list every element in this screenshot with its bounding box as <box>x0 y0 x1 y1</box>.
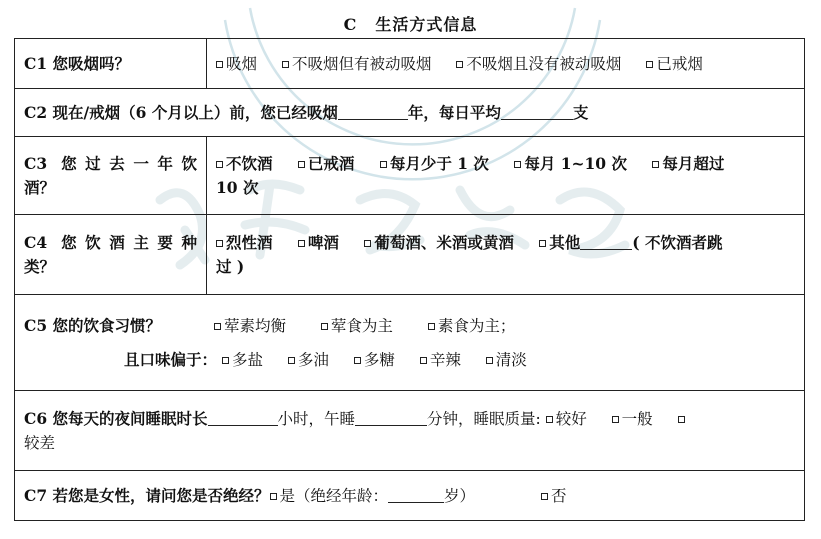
checkbox-icon[interactable] <box>456 61 463 68</box>
c1-option-smoke[interactable]: 吸烟 <box>216 55 257 73</box>
c1-option-quit[interactable]: 已戒烟 <box>646 55 703 73</box>
checkbox-icon[interactable] <box>514 161 521 168</box>
question-row-c1 <box>15 39 805 89</box>
checkbox-icon[interactable] <box>612 416 619 423</box>
c4-option-beer[interactable]: 啤酒 <box>298 233 339 252</box>
c2-years-blank[interactable] <box>338 103 408 120</box>
checkbox-icon[interactable] <box>216 240 223 247</box>
c5-taste-label: 且口味偏于： <box>124 349 218 369</box>
c2-per-day-blank[interactable] <box>501 103 573 120</box>
lifestyle-questionnaire-table <box>14 38 805 521</box>
checkbox-icon[interactable] <box>546 416 553 423</box>
checkbox-icon[interactable] <box>216 61 223 68</box>
c4-options: 烈性酒 啤酒 葡萄酒、米酒或黄酒 其他 ( 不饮酒者跳 过 ) <box>207 215 805 295</box>
question-row-c6 <box>15 391 805 471</box>
c3-option-less-than-1[interactable]: 每月少于 1 次 <box>380 154 489 173</box>
c5-option-balanced[interactable]: 荤素均衡 <box>214 317 286 335</box>
c1-option-no-smoke[interactable]: 不吸烟且没有被动吸烟 <box>456 55 621 73</box>
section-heading <box>0 12 821 35</box>
checkbox-icon[interactable] <box>288 357 295 364</box>
checkbox-icon[interactable] <box>298 161 305 168</box>
c3-option-over[interactable]: 每月超过 <box>652 154 724 173</box>
checkbox-icon[interactable] <box>486 357 493 364</box>
c6-option-poor-label: 较差 <box>24 433 56 452</box>
question-row-c4 <box>15 215 805 295</box>
c1-option-passive-smoke[interactable]: 不吸烟但有被动吸烟 <box>282 55 432 73</box>
c4-option-wine[interactable]: 葡萄酒、米酒或黄酒 <box>364 233 514 252</box>
section-title: 生活方式信息 <box>375 15 478 34</box>
c4-skip-text: 过 ) <box>216 256 245 276</box>
question-row-c3 <box>15 137 805 215</box>
checkbox-icon[interactable] <box>354 357 361 364</box>
c3-over-10-text: 10 次 <box>216 177 259 197</box>
c5-option-vegetarian[interactable]: 素食为主； <box>428 317 516 335</box>
c6-sleep-hours-blank[interactable] <box>208 409 278 426</box>
c3-option-1-to-10[interactable]: 每月 1~10 次 <box>514 154 627 173</box>
section-letter: C <box>343 15 358 34</box>
c1-options <box>207 39 805 89</box>
c5-option-meat[interactable]: 荤食为主 <box>321 317 393 335</box>
checkbox-icon[interactable] <box>321 323 328 330</box>
c3-option-quit[interactable]: 已戒酒 <box>298 154 355 173</box>
c5-question-cell <box>15 295 805 391</box>
checkbox-icon[interactable] <box>646 61 653 68</box>
checkbox-icon[interactable] <box>428 323 435 330</box>
c6-option-good[interactable]: 较好 <box>546 410 587 428</box>
checkbox-icon[interactable] <box>298 240 305 247</box>
checkbox-icon[interactable] <box>282 61 289 68</box>
c4-question: C4 您饮酒主要种 类？ <box>15 215 207 295</box>
c5-taste-sweet[interactable]: 多糖 <box>354 351 395 369</box>
c4-other-blank[interactable] <box>580 233 632 250</box>
checkbox-icon[interactable] <box>541 493 548 500</box>
checkbox-icon[interactable] <box>270 493 277 500</box>
checkbox-icon[interactable] <box>678 416 685 423</box>
c7-question-cell: C7 若您是女性，请问您是否绝经？ 是（绝经年龄： 岁） 否 <box>15 471 805 521</box>
c5-question: C5 您的饮食习惯？ <box>24 315 162 335</box>
checkbox-icon[interactable] <box>420 357 427 364</box>
c2-question: C2 现在/戒烟（6 个月以上）前，您已经吸烟 年，每日平均 支 <box>15 89 805 137</box>
question-row-c7 <box>15 471 805 521</box>
c7-option-no[interactable]: 否 <box>541 487 567 505</box>
c4-option-other[interactable]: 其他 <box>539 233 580 252</box>
checkbox-icon[interactable] <box>214 323 221 330</box>
c5-taste-oily[interactable]: 多油 <box>288 351 329 369</box>
c5-taste-salty[interactable]: 多盐 <box>222 351 263 369</box>
c1-question: C1 您吸烟吗？ <box>15 39 207 89</box>
checkbox-icon[interactable] <box>216 161 223 168</box>
c7-option-yes[interactable]: 是（绝经年龄： <box>279 486 389 505</box>
checkbox-icon[interactable] <box>222 357 229 364</box>
c3-question: C3 您过去一年饮 酒？ <box>15 137 207 215</box>
checkbox-icon[interactable] <box>364 240 371 247</box>
c5-taste-light[interactable]: 清淡 <box>486 351 527 369</box>
c3-option-no-drink[interactable]: 不饮酒 <box>216 154 273 173</box>
c7-menopause-age-blank[interactable] <box>388 486 444 503</box>
question-row-c2 <box>15 89 805 137</box>
c5-taste-spicy[interactable]: 辛辣 <box>420 351 461 369</box>
c6-nap-minutes-blank[interactable] <box>355 409 427 426</box>
c4-option-liquor[interactable]: 烈性酒 <box>216 233 273 252</box>
checkbox-icon[interactable] <box>652 161 659 168</box>
c6-option-average[interactable]: 一般 <box>612 410 653 428</box>
c6-question-cell: C6 您每天的夜间睡眠时长 小时，午睡 分钟，睡眠质量: 较好 一般 较差 <box>15 391 805 471</box>
question-row-c5 <box>15 295 805 391</box>
c3-options <box>207 137 805 215</box>
checkbox-icon[interactable] <box>539 240 546 247</box>
checkbox-icon[interactable] <box>380 161 387 168</box>
